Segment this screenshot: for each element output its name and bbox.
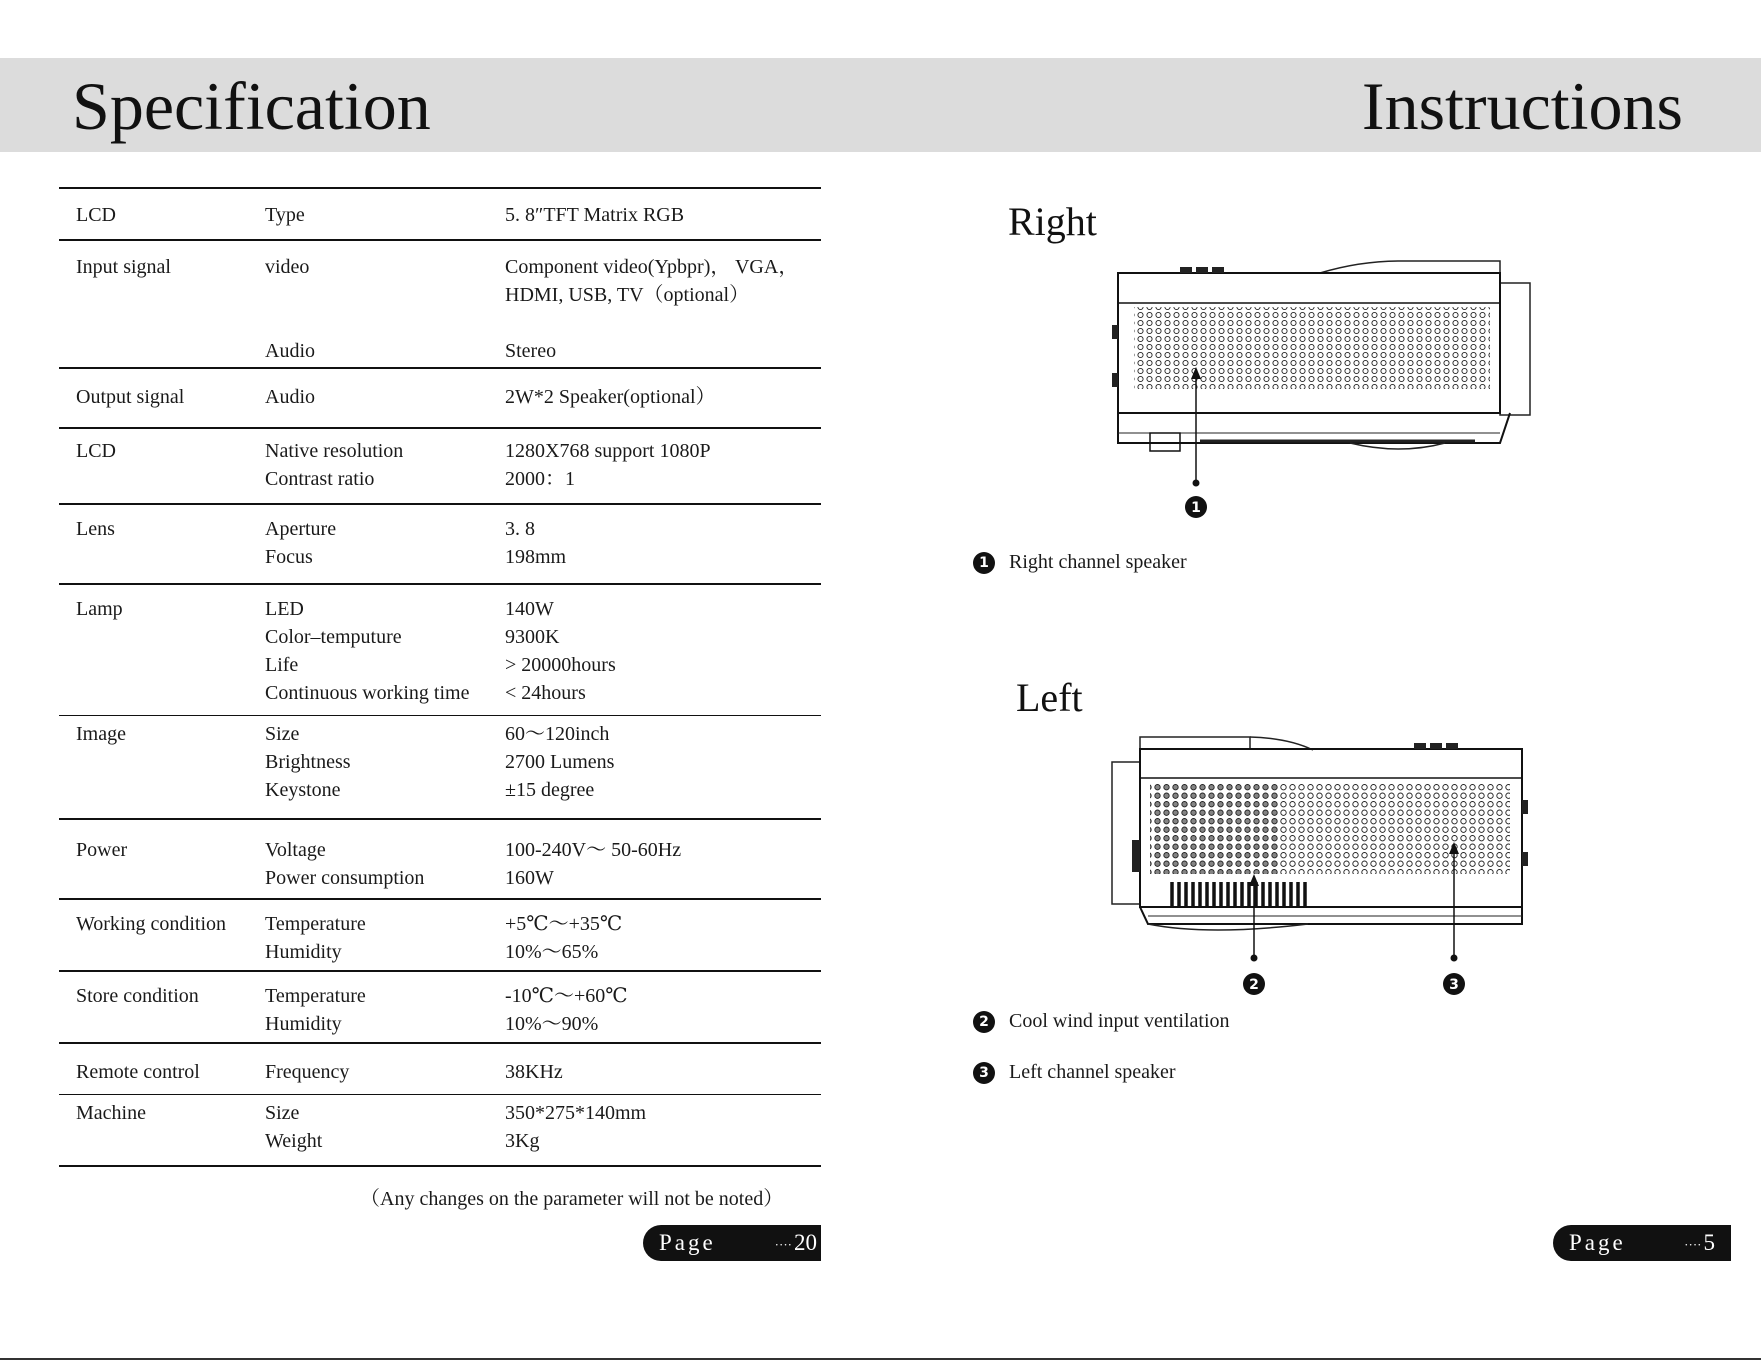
- spec-group: [59, 818, 821, 898]
- spec-category: Input signal: [76, 256, 171, 278]
- page-number-value: 20: [794, 1230, 817, 1255]
- page-number-badge-left: [643, 1225, 821, 1261]
- spec-item: Native resolution: [265, 440, 404, 462]
- page-label: Page: [659, 1230, 716, 1255]
- spec-item: video: [265, 256, 310, 278]
- spec-value: 60～120inch: [505, 723, 610, 745]
- spec-item: Focus: [265, 546, 313, 568]
- spec-value: 5. 8″TFT Matrix RGB: [505, 204, 685, 226]
- spec-row: [59, 651, 821, 679]
- callout-number: 2: [1249, 977, 1259, 993]
- parameter-note: （Any changes on the parameter will not be noted）: [360, 1188, 784, 1210]
- spec-row: [59, 864, 821, 892]
- callout-number: 1: [1191, 500, 1201, 516]
- spec-value: 38KHz: [505, 1061, 563, 1083]
- bottom-rule: [0, 1358, 1761, 1360]
- spec-value: 350*275*140mm: [505, 1102, 647, 1124]
- spec-value: > 20000hours: [505, 654, 616, 676]
- spec-group: [59, 970, 821, 1042]
- spec-item: Life: [265, 654, 299, 676]
- spec-row: [59, 1010, 821, 1038]
- spec-value: 160W: [505, 867, 554, 889]
- page-dots: ····: [774, 1236, 792, 1252]
- spec-category: Store condition: [76, 985, 199, 1007]
- legend-item-left-channel-speaker: [973, 1061, 1176, 1084]
- callout-badge: 2: [973, 1011, 995, 1033]
- spec-category: LCD: [76, 204, 116, 226]
- spec-value: 198mm: [505, 546, 567, 568]
- spec-value: 9300K: [505, 626, 560, 648]
- specification-table: [59, 187, 821, 1167]
- spec-value: 140W: [505, 598, 554, 620]
- spec-category: Lamp: [76, 598, 123, 620]
- spec-group: [59, 1094, 821, 1167]
- spec-item: Contrast ratio: [265, 468, 375, 490]
- spec-value: -10℃～+60℃: [505, 985, 628, 1007]
- spec-item: Temperature: [265, 985, 366, 1007]
- page-title-specification: Specification: [72, 68, 431, 144]
- spec-value: 2700 Lumens: [505, 751, 615, 773]
- callout-badge: 1: [973, 552, 995, 574]
- spec-item: Keystone: [265, 779, 341, 801]
- spec-value: 1280X768 support 1080P: [505, 440, 711, 462]
- spec-row: [59, 623, 821, 651]
- spec-item: Audio: [265, 386, 315, 408]
- spec-group: [59, 503, 821, 583]
- spec-row: [59, 1099, 821, 1127]
- spec-category: LCD: [76, 440, 116, 462]
- spec-value: 100-240V～ 50-60Hz: [505, 839, 682, 861]
- callout-number: 3: [1449, 977, 1459, 993]
- page-number: [1684, 1225, 1715, 1263]
- spec-value: ±15 degree: [505, 779, 595, 801]
- spec-row: [59, 337, 821, 365]
- spec-row: [59, 679, 821, 707]
- ventilation-grille: [1168, 882, 1308, 908]
- spec-value: Component video(Ypbpr)， VGA，: [505, 256, 799, 278]
- spec-group: [59, 583, 821, 715]
- spec-row: [59, 1058, 821, 1086]
- spec-row: [59, 1127, 821, 1155]
- spec-item: Frequency: [265, 1061, 350, 1083]
- spec-item: Type: [265, 204, 305, 226]
- spec-row: [59, 309, 821, 337]
- spec-row: [59, 437, 821, 465]
- spec-row: [59, 982, 821, 1010]
- spec-row: [59, 776, 821, 804]
- spec-item: Voltage: [265, 839, 326, 861]
- spec-row: [59, 201, 821, 229]
- page-number-value: 5: [1703, 1230, 1715, 1255]
- spec-category: Output signal: [76, 386, 185, 408]
- spec-value: 10%～65%: [505, 941, 599, 963]
- spec-row: [59, 383, 821, 411]
- spec-group: [59, 1042, 821, 1094]
- spec-row: [59, 595, 821, 623]
- spec-item: Humidity: [265, 1013, 342, 1035]
- spec-item: Size: [265, 723, 300, 745]
- spec-category: Machine: [76, 1102, 146, 1124]
- spec-category: Power: [76, 839, 128, 861]
- spec-row: [59, 515, 821, 543]
- spec-row: [59, 465, 821, 493]
- spec-item: Aperture: [265, 518, 337, 540]
- projector-right-side-diagram: [1100, 255, 1540, 530]
- spec-item: Temperature: [265, 913, 366, 935]
- spec-category: Lens: [76, 518, 115, 540]
- spec-row: [59, 938, 821, 966]
- spec-category: Working condition: [76, 913, 227, 935]
- spec-item: Continuous working time: [265, 682, 470, 704]
- legend-item-right-channel-speaker: [973, 551, 1187, 574]
- spec-value: Stereo: [505, 340, 557, 362]
- callout-badge: 3: [973, 1062, 995, 1084]
- spec-value: < 24hours: [505, 682, 586, 704]
- spec-group: [59, 187, 821, 239]
- page-label: Page: [1569, 1230, 1626, 1255]
- spec-item: Color–temputure: [265, 626, 402, 648]
- page-number: [775, 1225, 817, 1263]
- spec-item: Weight: [265, 1130, 323, 1152]
- spec-item: LED: [265, 598, 304, 620]
- legend-item-cool-wind-ventilation: [973, 1010, 1230, 1033]
- section-title-right: Right: [1008, 199, 1097, 244]
- legend-label: Left channel speaker: [1009, 1061, 1176, 1083]
- page-number-badge-right: [1553, 1225, 1731, 1261]
- spec-item: Audio: [265, 340, 315, 362]
- spec-value: 2W*2 Speaker(optional）: [505, 386, 716, 408]
- spec-value: 2000：1: [505, 468, 575, 490]
- section-title-left: Left: [1016, 675, 1083, 720]
- spec-group: [59, 367, 821, 427]
- spec-row: [59, 281, 821, 309]
- spec-category: Image: [76, 723, 126, 745]
- spec-group: [59, 239, 821, 367]
- spec-group: [59, 427, 821, 503]
- page-title-instructions: Instructions: [1361, 68, 1683, 144]
- spec-item: Power consumption: [265, 867, 425, 889]
- spec-row: [59, 543, 821, 571]
- spec-value: HDMI, USB, TV（optional）: [505, 284, 750, 306]
- spec-group: [59, 898, 821, 970]
- spec-row: [59, 720, 821, 748]
- spec-row: [59, 836, 821, 864]
- spec-value: 3. 8: [505, 518, 535, 540]
- projector-left-side-diagram: [1108, 732, 1548, 1002]
- spec-value: 3Kg: [505, 1130, 540, 1152]
- spec-row: [59, 910, 821, 938]
- legend-label: Right channel speaker: [1009, 551, 1187, 573]
- spec-item: Size: [265, 1102, 300, 1124]
- spec-value: +5℃～+35℃: [505, 913, 623, 935]
- spec-row: [59, 748, 821, 776]
- spec-row: [59, 253, 821, 281]
- spec-item: Humidity: [265, 941, 342, 963]
- page-dots: ····: [1684, 1236, 1702, 1252]
- spec-category: Remote control: [76, 1061, 200, 1083]
- spec-value: 10%～90%: [505, 1013, 599, 1035]
- spec-group: [59, 715, 821, 818]
- legend-label: Cool wind input ventilation: [1009, 1010, 1230, 1032]
- spec-item: Brightness: [265, 751, 351, 773]
